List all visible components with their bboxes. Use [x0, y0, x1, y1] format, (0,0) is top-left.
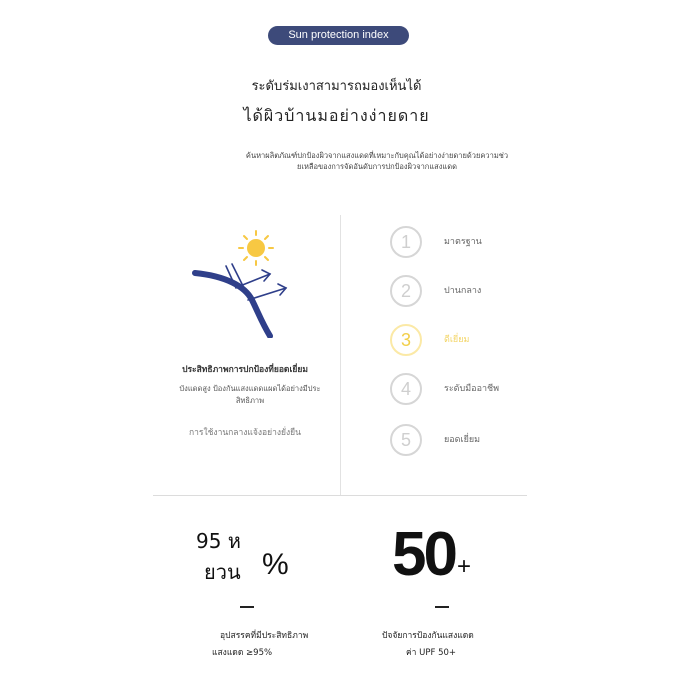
level-number-3: 3	[390, 324, 422, 356]
uv-caption-line-2: แสงแดด ≥95%	[212, 648, 273, 658]
upf-number: 50	[392, 520, 455, 589]
left-dash	[240, 606, 254, 608]
uv-block-number: 95 ห	[196, 529, 241, 553]
uv-block-percent: %	[262, 548, 289, 581]
level-number-5: 5	[390, 424, 422, 456]
description	[212, 150, 542, 172]
upf-plus: +	[457, 553, 472, 580]
heading-line-2: ได้ผิวบ้านมอย่างง่ายดาย	[243, 106, 430, 125]
right-dash	[435, 606, 449, 608]
scale-item-3	[390, 324, 550, 356]
horizontal-divider	[153, 495, 527, 496]
fabric-icon	[195, 273, 270, 336]
level-label-3: ดีเยี่ยม	[444, 335, 470, 345]
level-number-2: 2	[390, 275, 422, 307]
upf-caption-line-2: ค่า UPF 50+	[406, 648, 457, 658]
upf-caption-line-1: ปัจจัยการป้องกันแสงแดด	[382, 631, 474, 641]
sun-icon	[239, 231, 273, 265]
scale-item-1	[390, 226, 550, 258]
description-line-1: ค้นหาผลิตภัณฑ์ปกป้องผิวจากแสงแดดที่เหมาะกับคุณได้อย่างง่ายดายด้วยความช่ว	[245, 151, 509, 160]
scale-item-4	[390, 373, 550, 405]
description-line-2: ยเหลือของการจัดอันดับการปกป้องผิวจากแสงแดด	[296, 162, 458, 171]
level-label-2: ปานกลาง	[444, 286, 482, 296]
level-label-4: ระดับมืออาชีพ	[444, 384, 500, 394]
heading-line-1: ระดับร่มเงาสามารถมองเห็นได้	[251, 79, 422, 94]
level-label-5: ยอดเยี่ยม	[444, 435, 481, 445]
left-desc-line-1: บังแดดสูง ป้องกันแสงแดดแผดได้อย่างมีประ	[179, 384, 321, 393]
scale-item-2	[390, 275, 550, 307]
upf-caption	[382, 628, 474, 662]
sun-protection-badge: Sun protection index	[268, 26, 409, 45]
level-number-4: 4	[390, 373, 422, 405]
sun-protection-illustration	[190, 228, 300, 338]
left-panel-title: ประสิทธิภาพการปกป้องที่ยอดเยี่ยม	[182, 365, 308, 375]
left-desc-line-2: สิทธิภาพ	[235, 396, 265, 405]
scale-item-5	[390, 424, 550, 456]
vertical-divider	[340, 215, 341, 495]
level-number-1: 1	[390, 226, 422, 258]
uv-block-number-cont: ยวน	[204, 560, 241, 584]
uv-block-caption	[212, 628, 308, 662]
left-panel-description	[160, 383, 340, 407]
uv-caption-line-1: อุปสรรคที่มีประสิทธิภาพ	[220, 631, 309, 641]
left-panel-note: การใช้งานกลางแจ้งอย่างยั่งยืน	[189, 428, 301, 438]
level-label-1: มาตรฐาน	[444, 237, 482, 247]
